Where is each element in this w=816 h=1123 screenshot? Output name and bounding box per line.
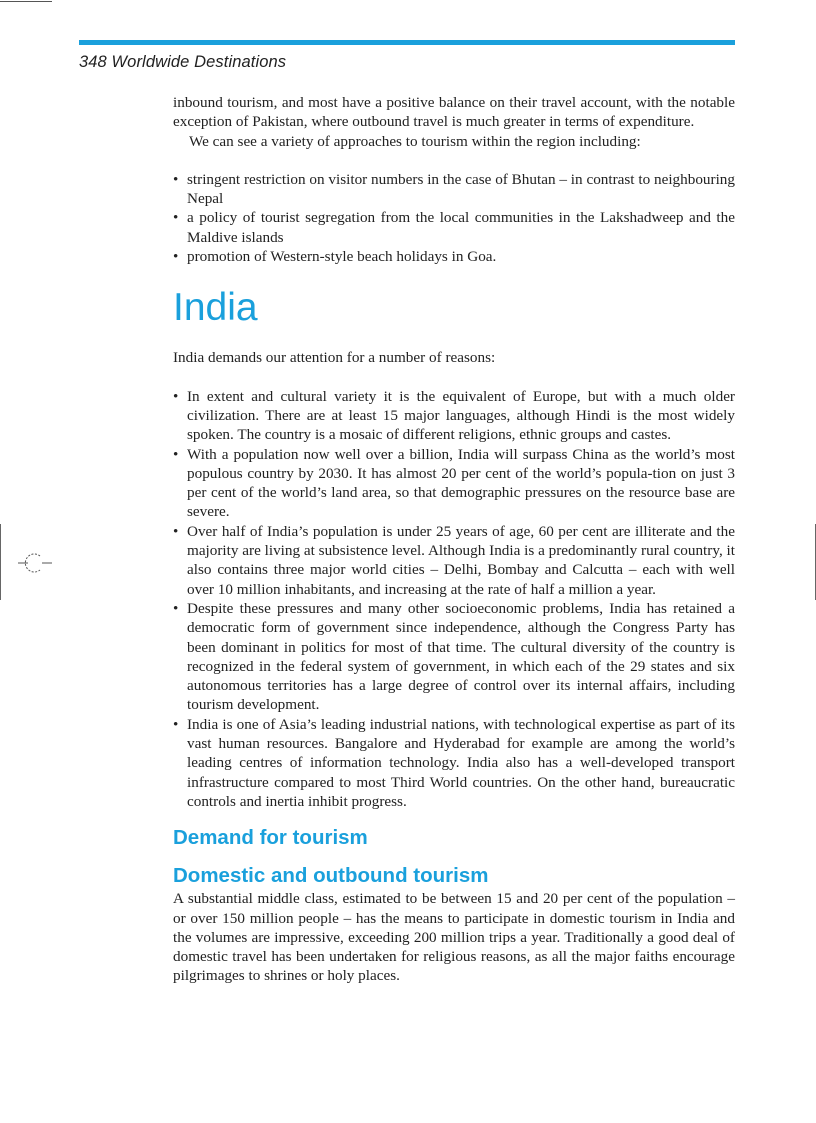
crop-mark (0, 1, 52, 2)
section-heading-demand: Demand for tourism (173, 826, 368, 850)
registration-mark-icon (18, 553, 52, 573)
list-item: • promotion of Western-style beach holidays in Goa. (173, 247, 735, 266)
header-rule (79, 40, 735, 45)
list-item: • In extent and cultural variety it is the equivalent of Europe, but with a much older civilization. There are at least 15 major languages, although Hindi is the most widely spoken. The country is a mosaic of different religions, ethnic groups and castes. (173, 387, 735, 445)
page-edge-left (0, 524, 1, 600)
demand-paragraph: A substantial middle class, estimated to be between 15 and 20 per cent of the population – or over 150 million people – has the means to participate in domestic tourism in India and the volumes are impressive, exceeding 200 million trips a year. Traditionally a good deal of domestic travel has been undertaken for religious reasons, as all the major faiths encourage pilgrimages to shrines or holy places. (173, 890, 735, 985)
india-reasons-list (173, 387, 735, 812)
list-item: • a policy of tourist segregation from the local communities in the Lakshadweep and the Maldive islands (173, 208, 735, 247)
running-head: 348 Worldwide Destinations (79, 53, 287, 71)
list-item: • India is one of Asia’s leading industrial nations, with technological expertise as part of its vast human resources. Bangalore and Hyderabad for example are among the world’s leading centres of information technology. India also has a well-developed transport infrastructure compared to most Third World countries. On the other hand, bureaucratic controls and inertia inhibit progress. (173, 715, 735, 811)
section-heading-india: India (173, 286, 258, 330)
intro-paragraph-2: We can see a variety of approaches to tourism within the region including: (189, 132, 641, 150)
list-item: • Over half of India’s population is under 25 years of age, 60 per cent are illiterate and the majority are living at subsistence level. Although India is a predominantly rural country, it also contains three major world cities – Delhi, Bombay and Calcutta – each with well over 10 million inhabitants, and increasing at the rate of half a million a year. (173, 522, 735, 599)
list-item: • Despite these pressures and many other socioeconomic problems, India has retained a democratic form of government since independence, although the Congress Party has been dominant in politics for most of that time. The cultural diversity of the country is recognized in the federal system of government, in which each of the 29 states and six autonomous territories has a large degree of control over its internal affairs, including tourism development. (173, 599, 735, 715)
list-item: • stringent restriction on visitor numbers in the case of Bhutan – in contrast to neighbouring Nepal (173, 170, 735, 209)
india-lead-paragraph: India demands our attention for a number of reasons: (173, 349, 496, 367)
page-body (173, 93, 735, 986)
subsection-heading-domestic: Domestic and outbound tourism (173, 864, 489, 888)
approaches-list (173, 170, 735, 266)
intro-paragraph: inbound tourism, and most have a positive balance on their travel account, with the notable exception of Pakistan, where outbound travel is much greater in terms of expenditure. (173, 94, 735, 131)
list-item: • With a population now well over a billion, India will surpass China as the world’s most populous country by 2030. It has almost 20 per cent of the world’s popula-tion on just 3 per cent of the world’s land area, so that demographic pressures on the resource base are severe. (173, 445, 735, 522)
